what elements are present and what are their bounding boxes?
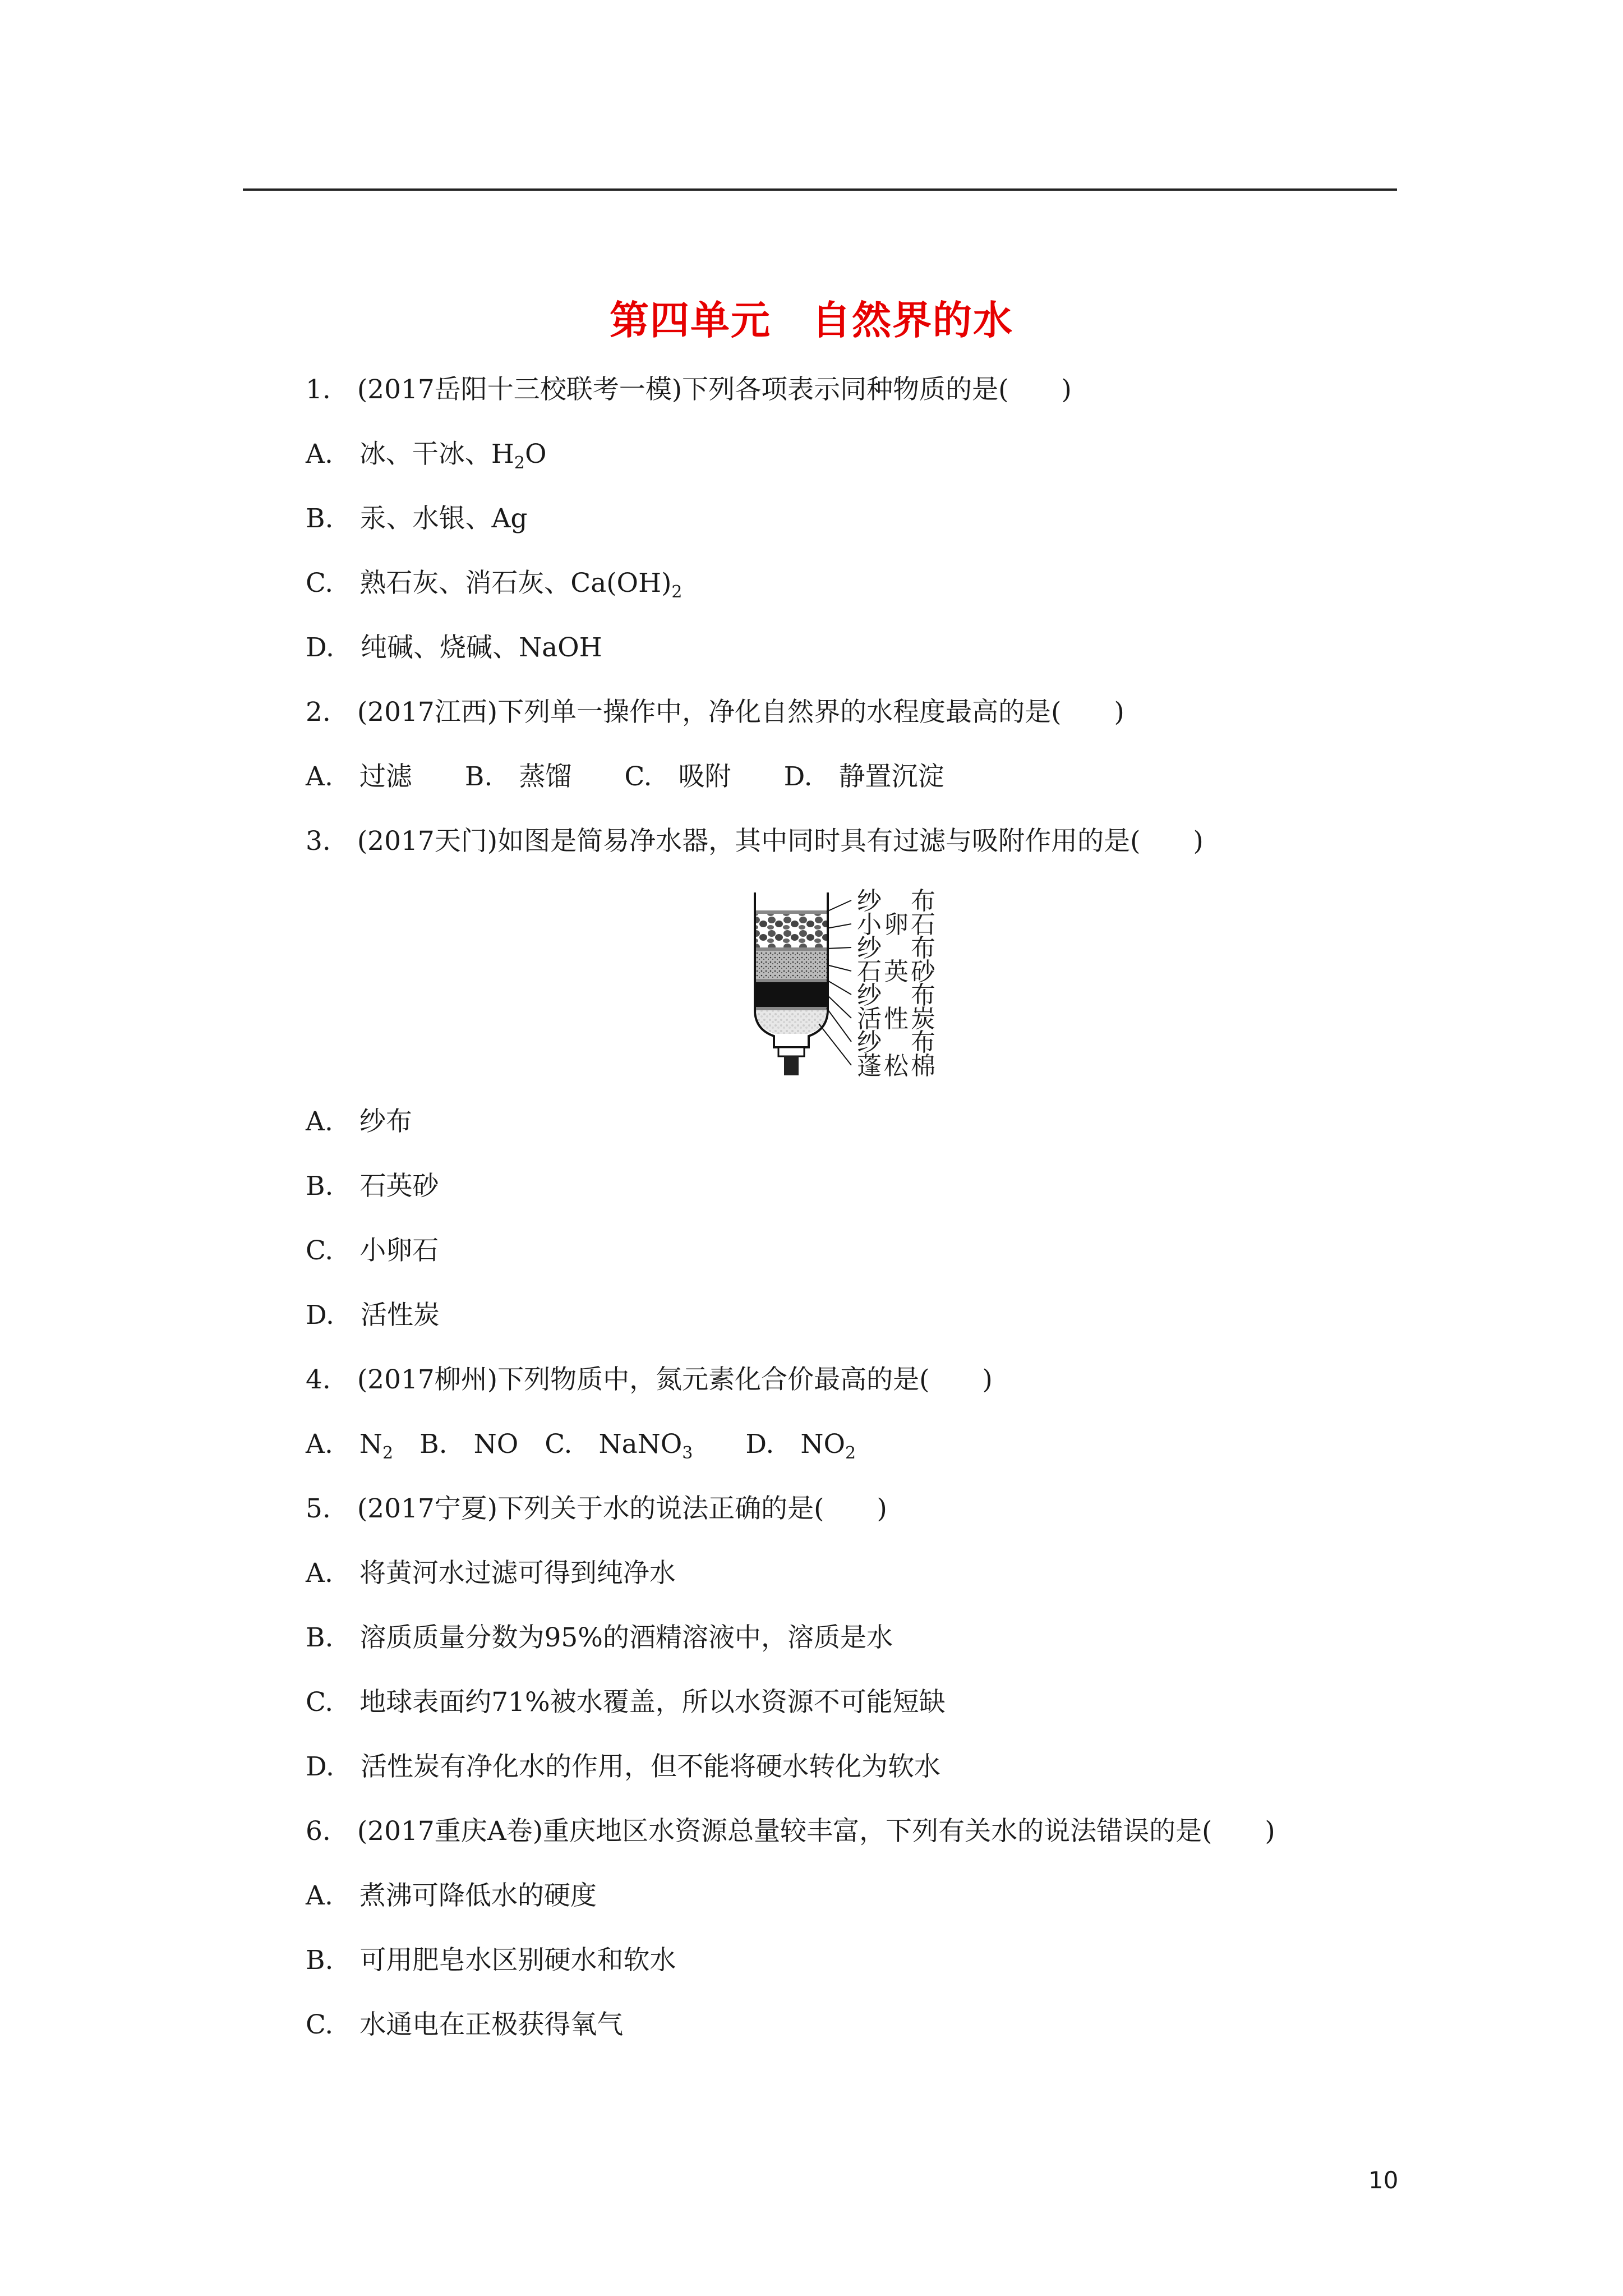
question-4-option-d: D. $NO_2$ (745, 1429, 856, 1463)
figure-label-cotton: 蓬松棉 (857, 1052, 938, 1080)
figure-label-pebbles: 小卵石 (857, 910, 938, 939)
figure-label-gauze-4: 纱 布 (857, 1028, 938, 1057)
question-4-option-b: B. NO (419, 1429, 519, 1460)
question-5-option-a: A. 将黄河水过滤可得到纯净水 (306, 1558, 676, 1589)
figure-label-gauze-1: 纱 布 (857, 887, 938, 915)
question-6-option-b: B. 可用肥皂水区别硬水和软水 (306, 1945, 676, 1976)
question-3-option-b: B. 石英砂 (306, 1171, 439, 1202)
question-2-option-b: B. 蒸馏 (464, 761, 572, 792)
figure-label-quartz-sand: 石英砂 (857, 958, 938, 986)
question-2-option-a: A. 过滤 (306, 761, 412, 792)
question-6-option-c: C. 水通电在正极获得氧气 (306, 2009, 624, 2040)
figure-label-activated-carbon: 活性炭 (857, 1005, 938, 1033)
question-5-stem: 5. (2017宁夏)下列关于水的说法正确的是( ) (306, 1493, 887, 1524)
header-rule (243, 188, 1397, 191)
question-1-option-c: C. 熟石灰、消石灰、$Ca(OH)_2$ (306, 568, 683, 602)
question-1-stem: 1. (2017岳阳十三校联考一模)下列各项表示同种物质的是( ) (306, 374, 1072, 405)
question-3-stem: 3. (2017天门)如图是简易净水器，其中同时具有过滤与吸附作用的是( ) (306, 826, 1204, 857)
question-1-option-a: A. 冰、干冰、$H_2O$ (306, 439, 547, 473)
question-4-stem: 4. (2017柳州)下列物质中，氮元素化合价最高的是( ) (306, 1364, 993, 1395)
figure-label-gauze-3: 纱 布 (857, 981, 938, 1010)
question-5-option-b: B. 溶质质量分数为95%的酒精溶液中，溶质是水 (306, 1622, 893, 1653)
question-5-option-c: C. 地球表面约71%被水覆盖，所以水资源不可能短缺 (306, 1687, 946, 1718)
question-6-stem: 6. (2017重庆A卷)重庆地区水资源总量较丰富，下列有关水的说法错误的是( ) (306, 1816, 1275, 1847)
question-4-option-c: C. NaNO$_3$ (545, 1429, 693, 1463)
question-2-option-d: D. 静置沉淀 (783, 761, 944, 792)
question-1-option-b: B. 汞、水银、Ag (306, 503, 528, 534)
question-3-option-c: C. 小卵石 (306, 1235, 439, 1266)
question-6-option-a: A. 煮沸可降低水的硬度 (306, 1880, 597, 1911)
question-4-option-a: A. $N_2$ (306, 1429, 394, 1463)
figure-label-gauze-2: 纱 布 (857, 934, 938, 963)
question-3-option-d: D. 活性炭 (306, 1300, 440, 1331)
question-2-options (306, 760, 944, 794)
question-2-stem: 2. (2017江西)下列单一操作中，净化自然界的水程度最高的是( ) (306, 697, 1124, 728)
water-purifier-figure (751, 889, 953, 1082)
question-3-option-a: A. 纱布 (306, 1106, 412, 1137)
question-1-option-d: D. 纯碱、烧碱、NaOH (306, 632, 602, 663)
question-4-options (306, 1428, 856, 1461)
page-title: 第四单元 自然界的水 (610, 297, 1013, 343)
page-number: 10 (1368, 2166, 1399, 2194)
question-5-option-d: D. 活性炭有净化水的作用，但不能将硬水转化为软水 (306, 1751, 940, 1782)
question-2-option-c: C. 吸附 (624, 761, 731, 792)
